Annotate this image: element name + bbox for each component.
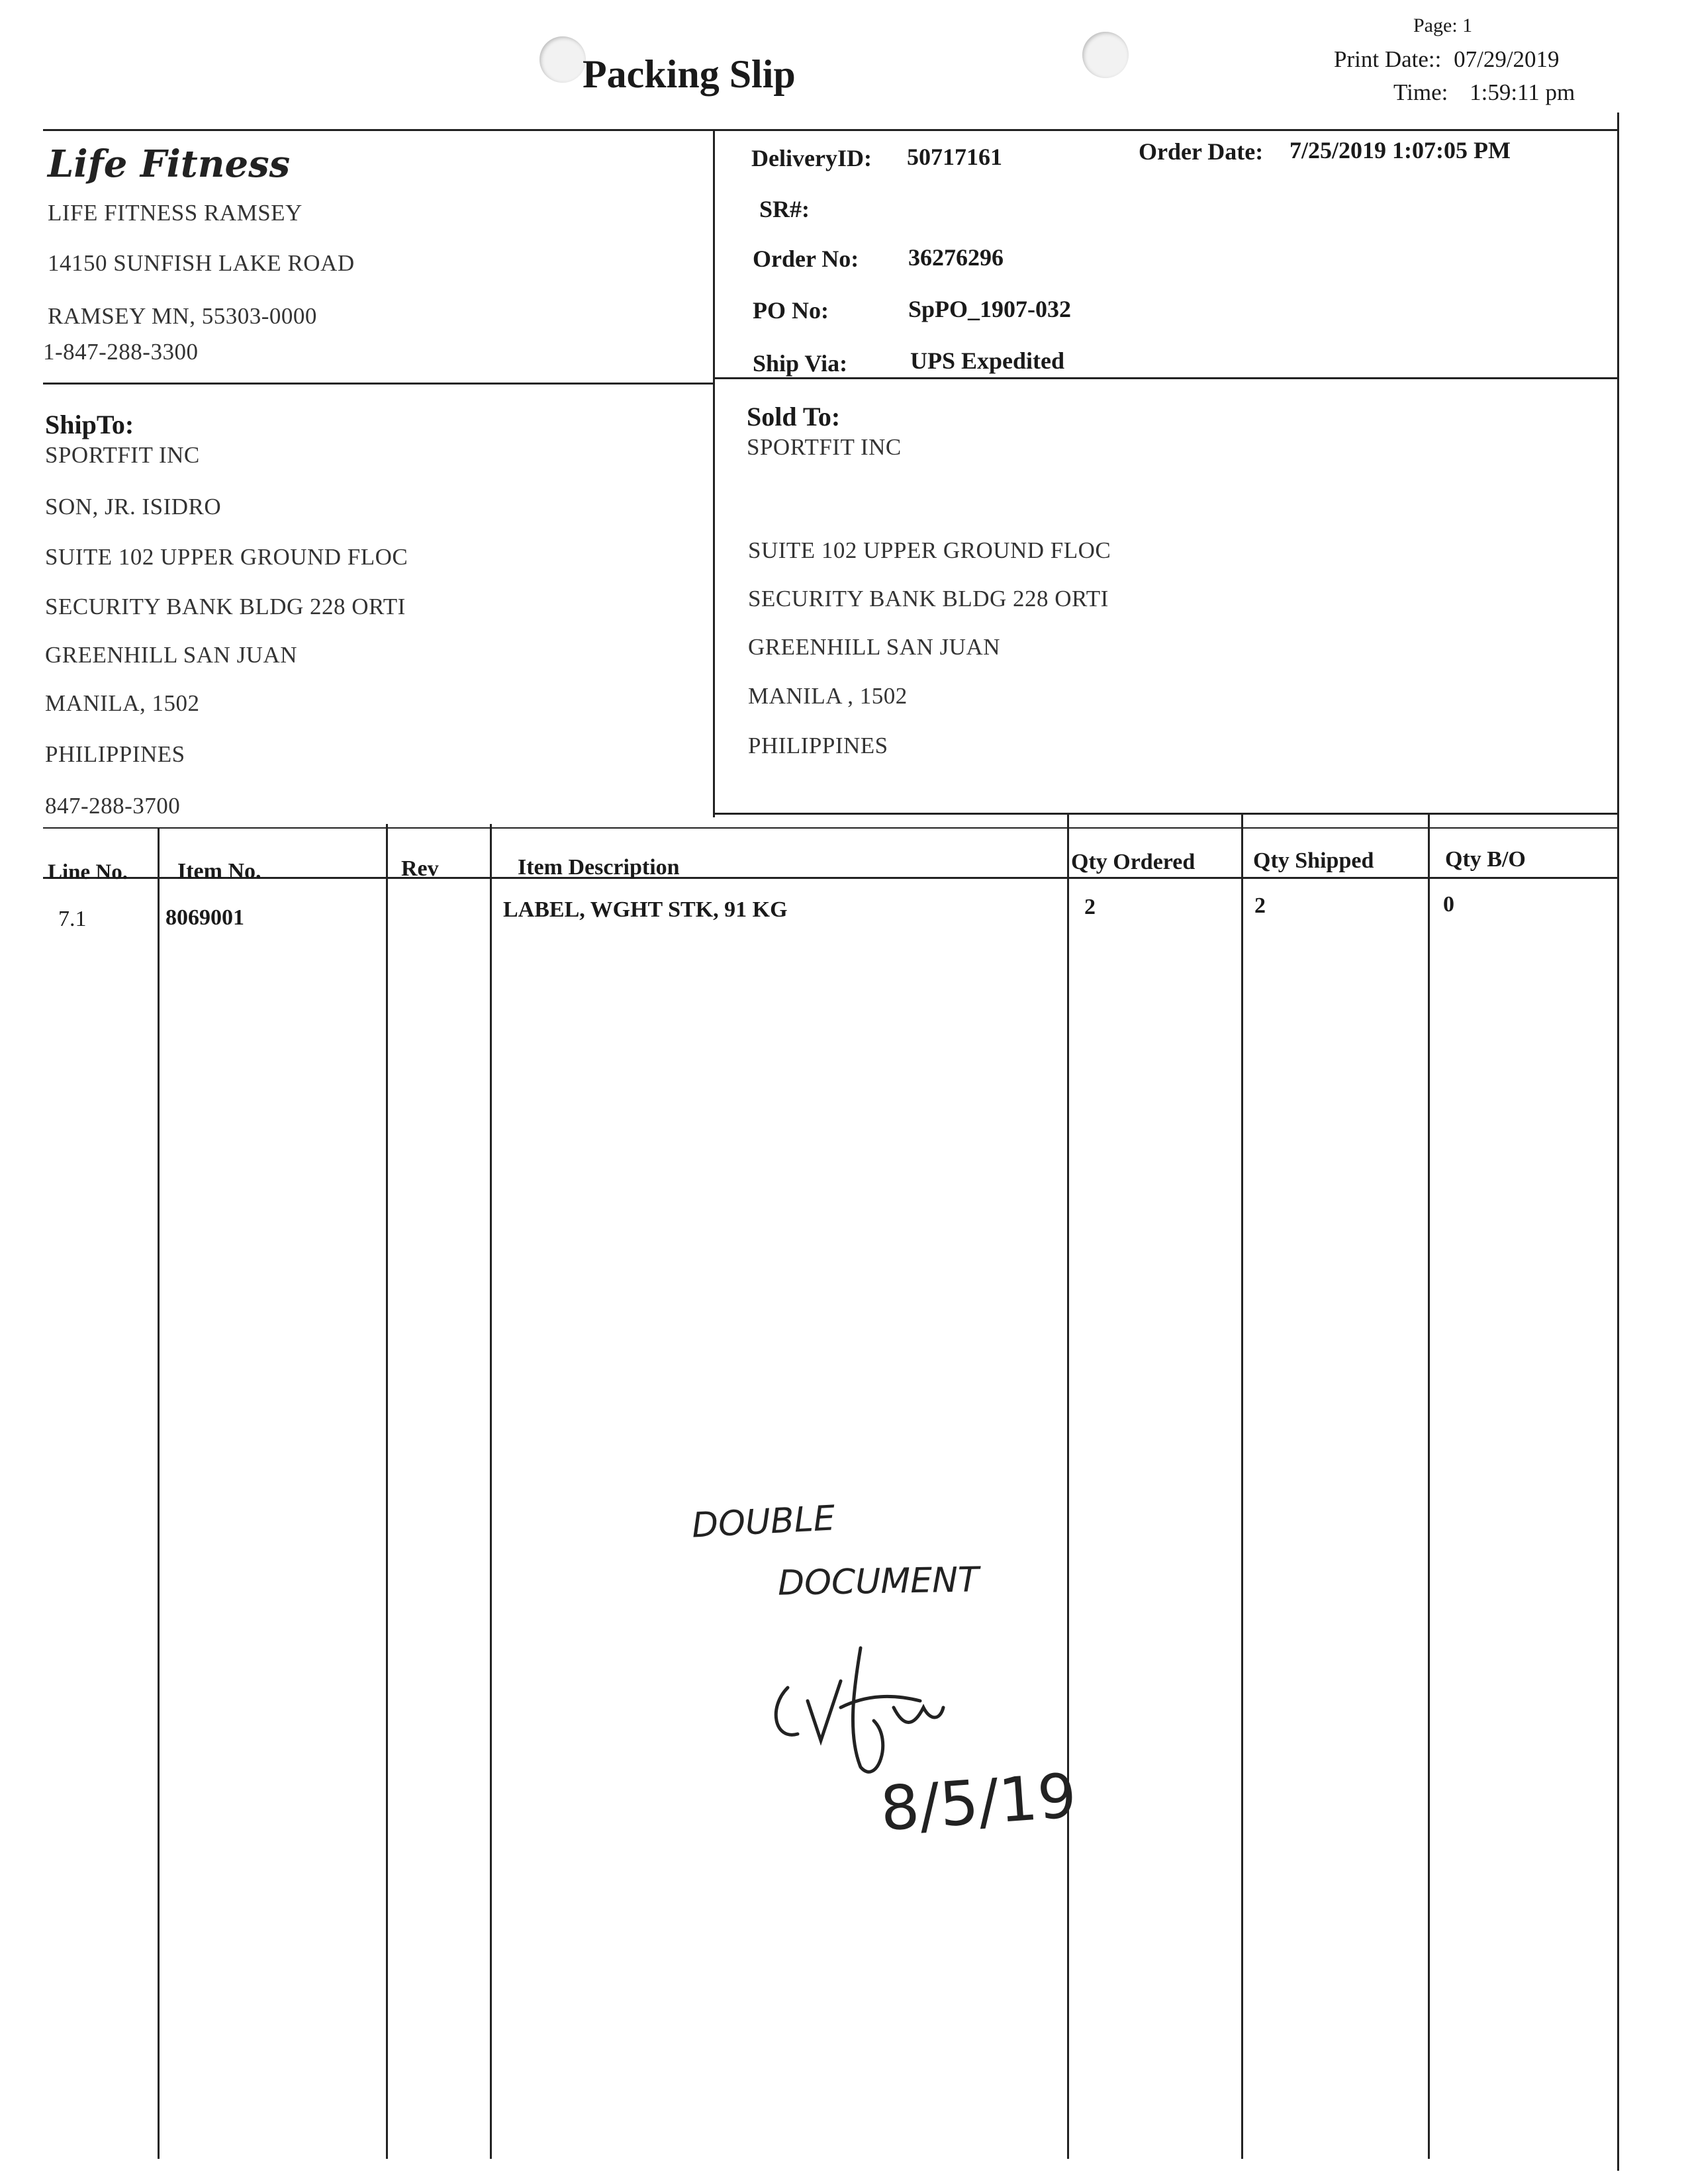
- company-address-2: RAMSEY MN, 55303-0000: [48, 303, 317, 329]
- cell-qty-bo: 0: [1443, 892, 1454, 917]
- frame-middle-divider: [713, 129, 715, 817]
- col-divider: [1241, 814, 1243, 2159]
- col-header-rev: Rev: [401, 856, 439, 881]
- ship-via-value: UPS Expedited: [910, 347, 1065, 374]
- delivery-id-label: DeliveryID:: [751, 145, 872, 171]
- company-logo: Life Fitness: [48, 142, 291, 186]
- company-name: LIFE FITNESS RAMSEY: [48, 200, 303, 226]
- page-number: Page: 1: [1413, 15, 1473, 36]
- print-date-value: 07/29/2019: [1454, 46, 1560, 72]
- po-no-label: PO No:: [753, 297, 829, 324]
- print-time: [1393, 79, 1575, 106]
- ship-to-line: SUITE 102 UPPER GROUND FLOC: [45, 544, 408, 570]
- order-date-label: Order Date:: [1139, 138, 1264, 165]
- cell-line-no: 7.1: [58, 907, 87, 931]
- table-header-rule: [43, 877, 1618, 879]
- sold-to-title: Sold To:: [747, 402, 841, 432]
- company-address-1: 14150 SUNFISH LAKE ROAD: [48, 250, 355, 276]
- sold-to-line: SPORTFIT INC: [747, 434, 902, 460]
- punch-hole-right: [1082, 32, 1129, 78]
- ship-to-line: SON, JR. ISIDRO: [45, 494, 222, 520]
- handwritten-signature: [761, 1635, 947, 1787]
- col-header-qty-bo: Qty B/O: [1445, 847, 1526, 872]
- ship-to-line: GREENHILL SAN JUAN: [45, 642, 298, 668]
- col-header-qty-shipped: Qty Shipped: [1253, 848, 1374, 873]
- col-divider: [490, 824, 492, 2159]
- print-time-label: Time:: [1393, 79, 1448, 105]
- ship-to-line: MANILA, 1502: [45, 690, 200, 716]
- sold-to-line: GREENHILL SAN JUAN: [748, 634, 1001, 660]
- sold-to-line: SECURITY BANK BLDG 228 ORTI: [748, 586, 1109, 612]
- company-bottom-rule: [43, 383, 713, 385]
- print-date-label: Print Date::: [1334, 46, 1442, 72]
- po-no-value: SpPO_1907-032: [908, 296, 1072, 322]
- col-header-description: Item Description: [518, 855, 680, 880]
- print-date: [1334, 46, 1560, 73]
- order-date-value: 7/25/2019 1:07:05 PM: [1289, 137, 1511, 163]
- order-bottom-rule: [713, 377, 1618, 379]
- cell-item-no: 8069001: [165, 905, 244, 930]
- ship-to-title: ShipTo:: [45, 410, 134, 439]
- table-top-rule: [43, 827, 1618, 829]
- handwritten-date: 8/5/19: [878, 1760, 1079, 1845]
- ship-to-line: SPORTFIT INC: [45, 442, 200, 468]
- sold-to-bottom-rule: [713, 813, 1618, 815]
- frame-right: [1617, 113, 1619, 2171]
- ship-to-line: SECURITY BANK BLDG 228 ORTI: [45, 594, 406, 619]
- punch-hole-left: [539, 36, 586, 83]
- cell-description: LABEL, WGHT STK, 91 KG: [503, 897, 788, 922]
- col-header-qty-ordered: Qty Ordered: [1071, 850, 1196, 874]
- col-divider: [1428, 814, 1430, 2159]
- col-divider: [1067, 814, 1069, 2159]
- ship-to-line: 847-288-3700: [45, 793, 181, 819]
- sold-to-line: PHILIPPINES: [748, 733, 888, 758]
- handwritten-note-line1: DOUBLE: [690, 1498, 836, 1546]
- company-phone: 1-847-288-3300: [43, 339, 199, 365]
- col-divider: [158, 829, 160, 2159]
- cell-qty-ordered: 2: [1084, 895, 1096, 919]
- ship-to-line: PHILIPPINES: [45, 741, 185, 767]
- order-no-value: 36276296: [908, 244, 1004, 271]
- order-no-label: Order No:: [753, 246, 859, 272]
- print-time-value: 1:59:11 pm: [1470, 79, 1575, 105]
- handwritten-note-line2: DOCUMENT: [777, 1560, 980, 1604]
- frame-top: [43, 129, 1618, 131]
- ship-via-label: Ship Via:: [753, 350, 848, 377]
- delivery-id-value: 50717161: [907, 144, 1002, 170]
- sold-to-line: SUITE 102 UPPER GROUND FLOC: [748, 537, 1111, 563]
- cell-qty-shipped: 2: [1254, 893, 1266, 918]
- col-header-line-no: Line No.: [48, 860, 128, 884]
- col-divider: [386, 824, 388, 2159]
- sold-to-line: MANILA , 1502: [748, 683, 908, 709]
- page-title: Packing Slip: [583, 52, 796, 96]
- col-header-item-no: Item No.: [177, 859, 261, 884]
- sr-label: SR#:: [759, 196, 810, 222]
